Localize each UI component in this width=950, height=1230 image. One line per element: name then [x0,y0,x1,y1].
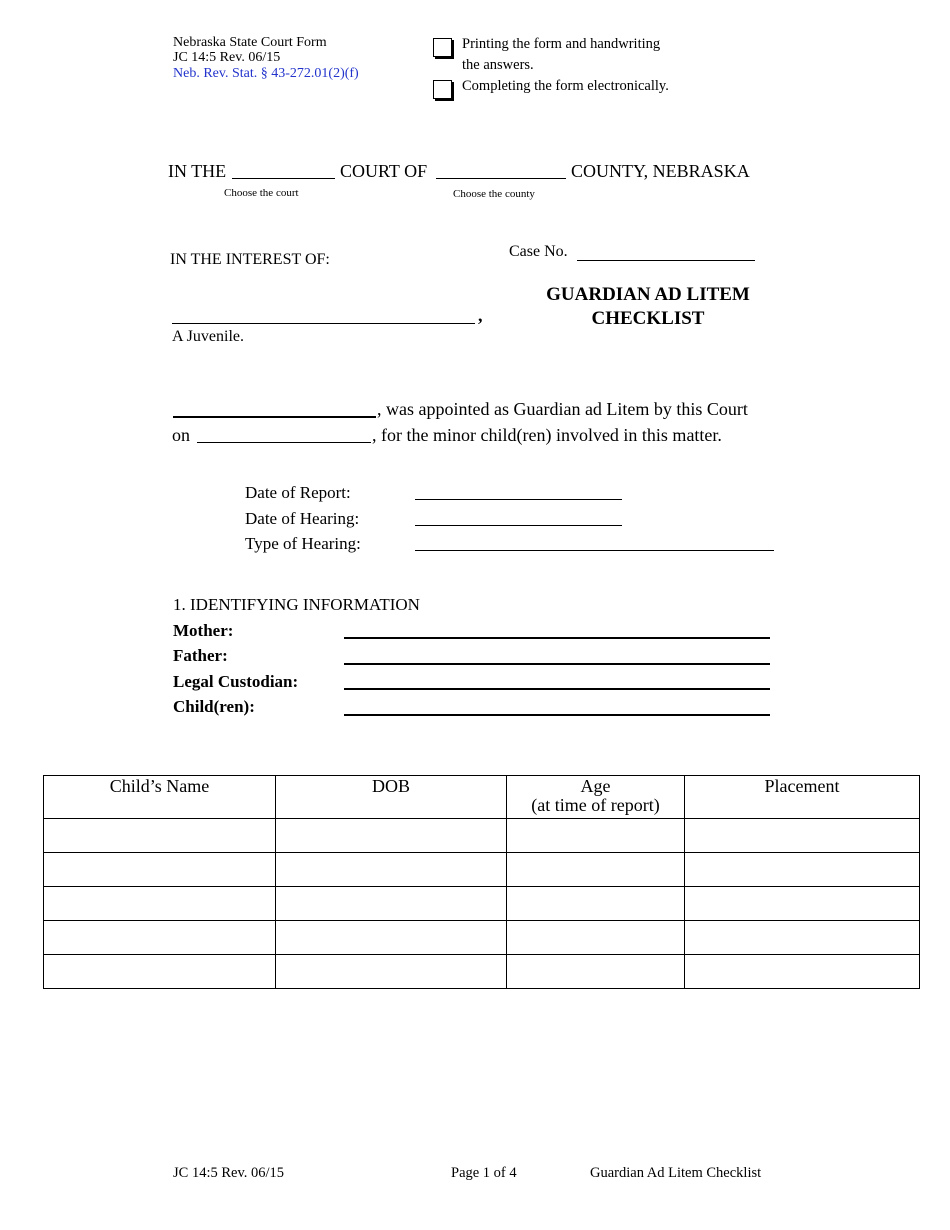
mother-field[interactable] [344,637,770,639]
dob-header: DOB [276,776,507,819]
age-header [507,776,685,819]
juvenile-name-field[interactable] [172,323,475,324]
footer-page-number: Page 1 of 4 [451,1165,517,1181]
dob-cell[interactable] [276,819,507,853]
table-header-row [44,776,920,819]
appointment-text-cont: , for the minor child(ren) involved in this matter. [372,425,722,445]
placement-cell[interactable] [685,921,920,955]
case-number-field[interactable] [577,260,755,261]
child-name-cell[interactable] [44,853,276,887]
dob-cell[interactable] [276,955,507,989]
father-field[interactable] [344,663,770,665]
section1-heading: 1. IDENTIFYING INFORMATION [173,595,420,614]
age-cell[interactable] [507,887,685,921]
age-header-line1: Age [580,776,611,796]
footer-form-title: Guardian Ad Litem Checklist [590,1165,762,1181]
electronic-checkbox[interactable] [433,80,452,99]
child-name-cell[interactable] [44,887,276,921]
table-row [44,819,920,853]
juvenile-comma: , [478,305,483,325]
date-of-hearing-label: Date of Hearing: [245,509,360,528]
age-cell[interactable] [507,921,685,955]
form-title-line2: CHECKLIST [591,308,705,329]
interest-of-label: IN THE INTEREST OF: [170,251,330,268]
age-cell[interactable] [507,853,685,887]
children-table [43,775,920,989]
county-state-label: COUNTY, NEBRASKA [571,161,750,181]
placement-cell[interactable] [685,819,920,853]
father-label: Father: [173,646,228,665]
age-header-line2: (at time of report) [531,795,660,815]
table-row [44,853,920,887]
appointment-date-field[interactable] [197,442,371,443]
legal-custodian-label: Legal Custodian: [173,672,299,691]
choose-county-hint: Choose the county [453,188,535,200]
printing-checkbox[interactable] [433,38,452,57]
electronic-option-label: Completing the form electronically. [462,78,669,94]
child-name-header: Child’s Name [44,776,276,819]
child-name-cell[interactable] [44,921,276,955]
mother-label: Mother: [173,621,234,640]
in-the-label: IN THE [168,161,227,181]
form-revision: JC 14:5 Rev. 06/15 [173,50,281,65]
date-of-hearing-field[interactable] [415,525,622,526]
dob-cell[interactable] [276,921,507,955]
form-name: Nebraska State Court Form [173,35,327,50]
placement-header: Placement [685,776,920,819]
county-field[interactable] [436,178,566,179]
form-title [528,283,768,331]
legal-custodian-field[interactable] [344,688,770,690]
age-cell[interactable] [507,955,685,989]
child-name-cell[interactable] [44,955,276,989]
type-of-hearing-label: Type of Hearing: [245,534,361,553]
placement-cell[interactable] [685,853,920,887]
choose-court-hint: Choose the court [224,187,299,199]
placement-cell[interactable] [685,887,920,921]
statute-link[interactable]: Neb. Rev. Stat. § 43-272.01(2)(f) [173,66,359,81]
children-label: Child(ren): [173,697,255,716]
court-of-label: COURT OF [340,161,428,181]
footer-form-revision: JC 14:5 Rev. 06/15 [173,1165,285,1181]
table-row [44,887,920,921]
gal-name-field[interactable] [173,416,376,418]
date-of-report-field[interactable] [415,499,622,500]
child-name-cell[interactable] [44,819,276,853]
juvenile-label: A Juvenile. [172,328,244,345]
children-field[interactable] [344,714,770,716]
printing-option-label-cont: the answers. [462,57,534,73]
dob-cell[interactable] [276,853,507,887]
court-field[interactable] [232,178,335,179]
dob-cell[interactable] [276,887,507,921]
table-row [44,955,920,989]
printing-option-label: Printing the form and handwriting [462,36,661,52]
age-cell[interactable] [507,819,685,853]
appointment-on-label: on [172,425,190,445]
table-row [44,921,920,955]
placement-cell[interactable] [685,955,920,989]
case-no-label: Case No. [509,243,568,260]
appointment-text: , was appointed as Guardian ad Litem by this Court [377,399,748,419]
form-title-line1: GUARDIAN AD LITEM [546,284,750,305]
type-of-hearing-field[interactable] [415,550,774,551]
date-of-report-label: Date of Report: [245,483,351,502]
